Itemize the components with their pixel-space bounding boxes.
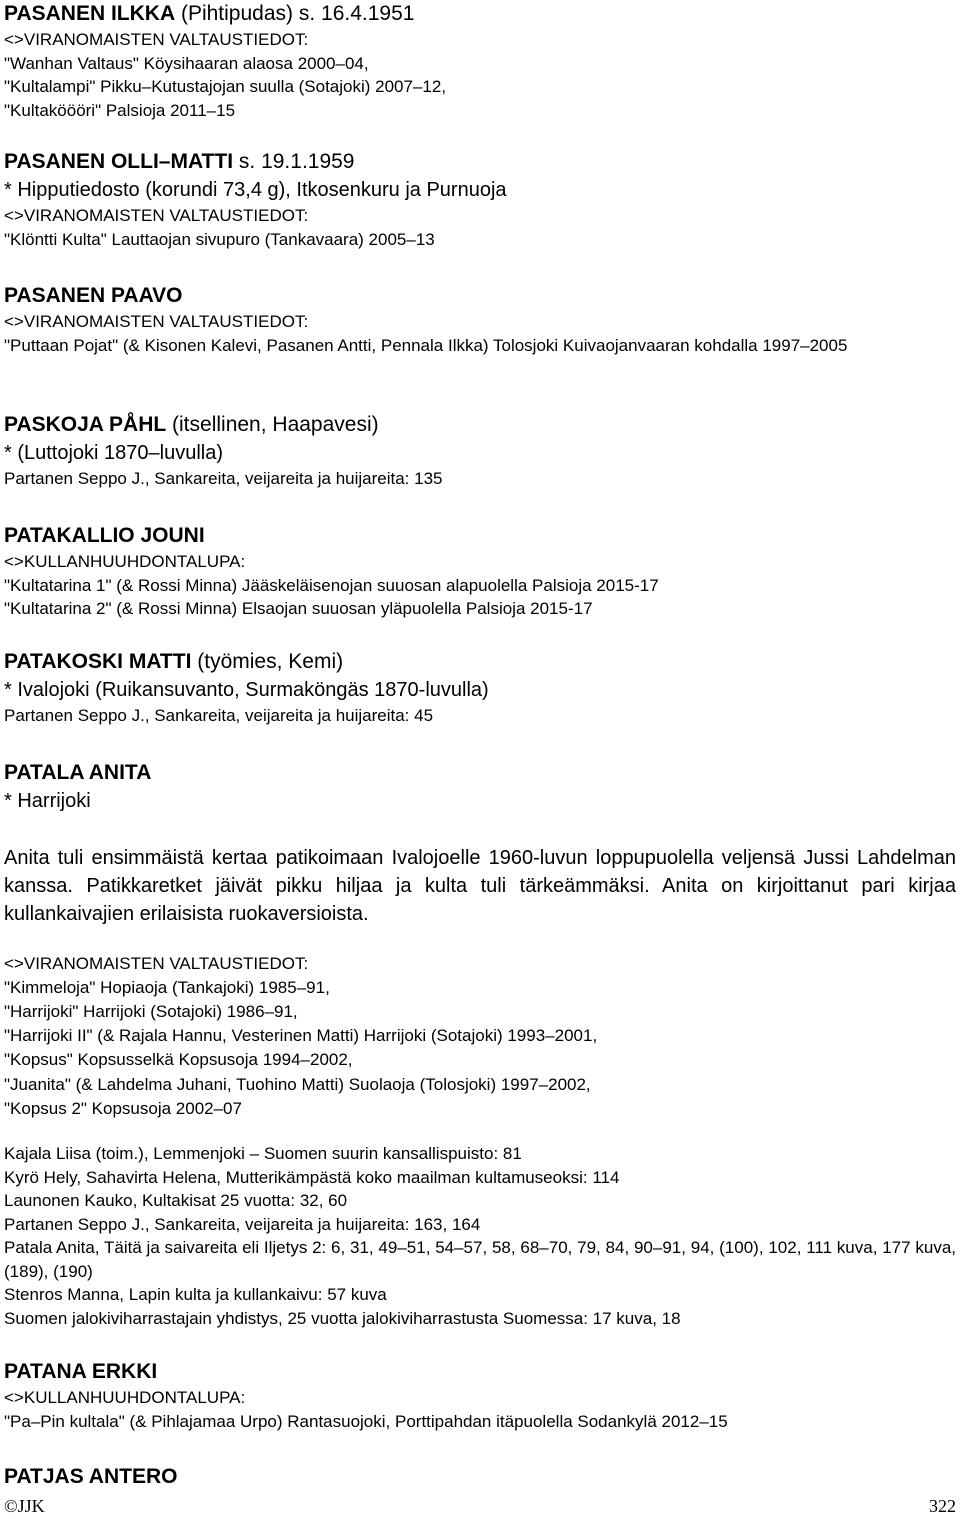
entry-name: PASANEN OLLI–MATTI: [4, 150, 234, 173]
claim-line: "Kopsus 2" Kopsusoja 2002–07: [4, 1098, 242, 1118]
entry-line: "Kultatarina 1" (& Rossi Minna) Jääskeläisenojan suuosan alapuolella Palsioja 2015-17: [4, 575, 659, 595]
entry-name: PATALA ANITA: [4, 761, 152, 784]
entry-heading: [4, 411, 443, 439]
entry-name: PASANEN ILKKA: [4, 2, 176, 25]
entry-line: Partanen Seppo J., Sankareita, veijareita ja huijareita: 45: [4, 706, 434, 725]
copyright-label: ©JJK: [4, 1496, 45, 1516]
entry-patjas-antero: [4, 1463, 177, 1491]
entry-info: (itsellinen, Haapavesi): [166, 413, 379, 436]
entry-paragraph: Anita tuli ensimmäistä kertaa patikoimaan Ivalojoelle 1960-luvun loppupuolella veljensä Jussi Lahdelman kanssa. Patikkaretket jäivät pikku hiljaa ja kulta tuli tärkeämmäksi. Anita on kirjoittanut pari kirjaa kullankaivajien erilaisista ruokaversioista.: [4, 847, 956, 925]
claim-line: "Juanita" (& Lahdelma Juhani, Tuohino Matti) Suolaoja (Tolosjoki) 1997–2002,: [4, 1074, 591, 1094]
entry-info: (työmies, Kemi): [191, 650, 344, 673]
entry-name: PATJAS ANTERO: [4, 1465, 178, 1488]
source-line: Suomen jalokiviharrastajain yhdistys, 25 vuotta jalokiviharrastusta Suomessa: 17 kuva, 18: [4, 1308, 681, 1328]
entry-pasanen-ilkka: [4, 0, 446, 122]
entry-line: * Harrijoki: [4, 790, 91, 812]
entry-info: (Pihtipudas) s. 16.4.1951: [175, 2, 415, 25]
claims-header: <>VIRANOMAISTEN VALTAUSTIEDOT:: [4, 954, 309, 973]
entry-name: PASKOJA PÅHL: [4, 413, 167, 436]
entry-heading: [4, 759, 956, 787]
entry-heading: [4, 0, 446, 28]
entry-line: * Hipputiedosto (korundi 73,4 g), Itkosenkuru ja Purnuoja: [4, 179, 507, 201]
entry-info: s. 19.1.1959: [233, 150, 355, 173]
entry-patakoski-matti: [4, 648, 489, 728]
entry-line: * (Luttojoki 1870–luvulla): [4, 442, 224, 464]
entry-patakallio-jouni: [4, 522, 659, 621]
page-number: 322: [929, 1496, 956, 1516]
entry-line: * Ivalojoki (Ruikansuvanto, Surmaköngäs 1870-luvulla): [4, 679, 489, 701]
entry-line: "Kultatarina 2" (& Rossi Minna) Elsaojan suuosan yläpuolella Palsioja 2015-17: [4, 599, 593, 618]
entry-line: "Pa–Pin kultala" (& Pihlajamaa Urpo) Rantasuojoki, Porttipahdan itäpuolella Sodankylä 2012–15: [4, 1411, 728, 1431]
entry-name: PATAKALLIO JOUNI: [4, 524, 205, 547]
entry-heading: [4, 1463, 177, 1491]
page-footer: [4, 1495, 956, 1517]
claim-line: "Kimmeloja" Hopiaoja (Tankajoki) 1985–91,: [4, 977, 330, 997]
entry-name: PASANEN PAAVO: [4, 284, 183, 307]
entry-heading: [4, 648, 489, 676]
entry-line: "Klöntti Kulta" Lauttaojan sivupuro (Tankavaara) 2005–13: [4, 229, 435, 249]
claim-line: "Kopsus" Kopsusselkä Kopsusoja 1994–2002,: [4, 1050, 353, 1070]
entry-line: <>VIRANOMAISTEN VALTAUSTIEDOT:: [4, 206, 309, 225]
source-line: Kajala Liisa (toim.), Lemmenjoki – Suomen suurin kansallispuisto: 81: [4, 1144, 522, 1164]
entry-line: <>KULLANHUUHDONTALUPA:: [4, 552, 246, 571]
source-line: Launonen Kauko, Kultakisat 25 vuotta: 32, 60: [4, 1191, 348, 1211]
entry-name: PATANA ERKKI: [4, 1360, 158, 1383]
entry-line: <>VIRANOMAISTEN VALTAUSTIEDOT:: [4, 30, 309, 49]
entry-line: <>VIRANOMAISTEN VALTAUSTIEDOT:: [4, 312, 309, 331]
source-line: Kyrö Hely, Sahavirta Helena, Mutterikämpästä koko maailman kultamuseoksi: 114: [4, 1167, 620, 1187]
entry-heading: [4, 282, 956, 310]
source-line: Stenros Manna, Lapin kulta ja kullankaivu: 57 kuva: [4, 1285, 387, 1305]
source-line: Partanen Seppo J., Sankareita, veijareita ja huijareita: 163, 164: [4, 1214, 481, 1234]
entry-heading: [4, 1358, 728, 1386]
entry-patala-anita: [4, 759, 956, 1330]
entry-line: "Kultaköööri" Palsioja 2011–15: [4, 100, 236, 120]
entry-line: "Puttaan Pojat" (& Kisonen Kalevi, Pasanen Antti, Pennala Ilkka) Tolosjoki Kuivaojanvaaran kohdalla 1997–2005: [4, 335, 848, 355]
claim-line: "Harrijoki" Harrijoki (Sotajoki) 1986–91,: [4, 1001, 298, 1021]
entry-pasanen-paavo: [4, 282, 956, 358]
entry-line: Partanen Seppo J., Sankareita, veijareita ja huijareita: 135: [4, 469, 443, 488]
entry-heading: [4, 148, 507, 176]
entry-line: <>KULLANHUUHDONTALUPA:: [4, 1388, 246, 1407]
claim-line: "Harrijoki II" (& Rajala Hannu, Vesterinen Matti) Harrijoki (Sotajoki) 1993–2001,: [4, 1026, 598, 1046]
entry-paskoja-pahl: [4, 411, 443, 491]
entry-line: "Wanhan Valtaus" Köysihaaran alaosa 2000–04,: [4, 53, 369, 73]
entry-heading: [4, 522, 659, 550]
entry-name: PATAKOSKI MATTI: [4, 650, 192, 673]
source-line: Patala Anita, Täitä ja saivareita eli Iljetys 2: 6, 31, 49–51, 54–57, 58, 68–70, 79, 84, 90–91, 94, (100), 102, 111 kuva, 177 kuva, (189), (190): [4, 1238, 956, 1281]
entry-line: "Kultalampi" Pikku–Kutustajojan suulla (Sotajoki) 2007–12,: [4, 77, 447, 96]
entry-patana-erkki: [4, 1358, 728, 1433]
entry-pasanen-olli-matti: [4, 148, 507, 251]
